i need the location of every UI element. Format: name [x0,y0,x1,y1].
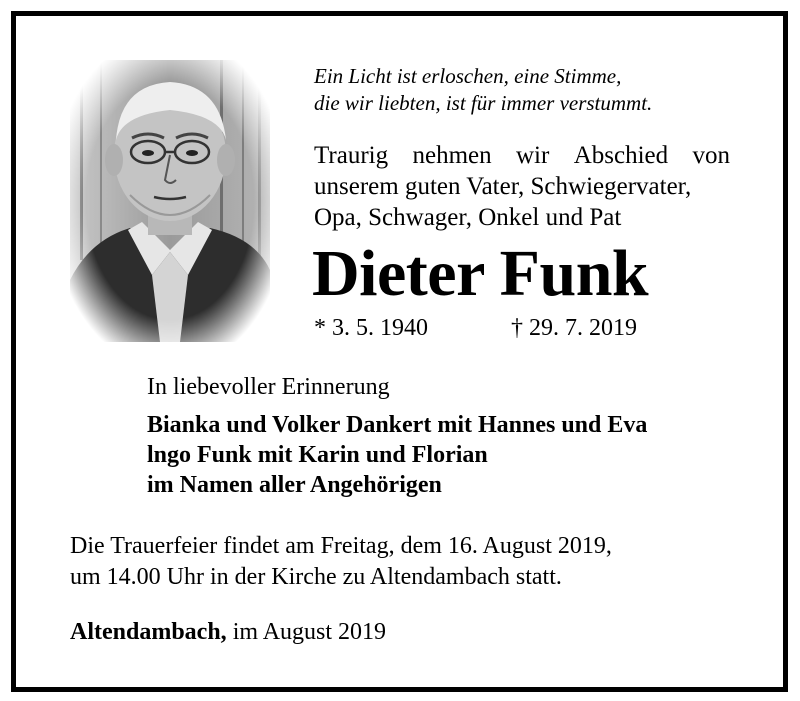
intro-word: Abschied [573,142,669,169]
intro-line: Opa, Schwager, Onkel und Pat [314,204,622,231]
family-line: im Namen aller Angehörigen [147,472,442,498]
place-name: Altendambach, [70,619,227,645]
service-line: Die Trauerfeier findet am Freitag, dem 16. August 2019, [70,533,612,559]
deceased-name: Dieter Funk [312,237,649,310]
family-line: lngo Funk mit Karin und Florian [147,442,488,468]
life-dates [314,313,637,343]
verse-line: die wir liebten, ist für immer verstummt. [314,91,653,115]
verse-quote [314,63,754,117]
intro-line: unserem guten Vater, Schwiegervater, [314,173,692,200]
portrait-photo [70,60,270,342]
remembrance-line: In liebevoller Erinnerung [147,374,390,400]
notice-date: im August 2019 [232,619,387,645]
death-date: † 29. 7. 2019 [511,315,637,341]
intro-text [314,140,730,233]
funeral-service-info [70,531,612,593]
place-and-date [70,617,386,647]
family-line: Bianka und Volker Dankert mit Hannes und Eva [147,412,648,438]
birth-date: * 3. 5. 1940 [314,315,428,341]
family-signatures [147,410,647,500]
intro-word: Traurig [314,142,389,169]
intro-word: nehmen [412,142,492,169]
verse-line: Ein Licht ist erloschen, eine Stimme, [314,64,622,88]
intro-word: von [692,142,730,169]
service-line: um 14.00 Uhr in der Kirche zu Altendambach statt. [70,564,562,590]
intro-word: wir [515,142,550,169]
intro-line [314,140,730,171]
